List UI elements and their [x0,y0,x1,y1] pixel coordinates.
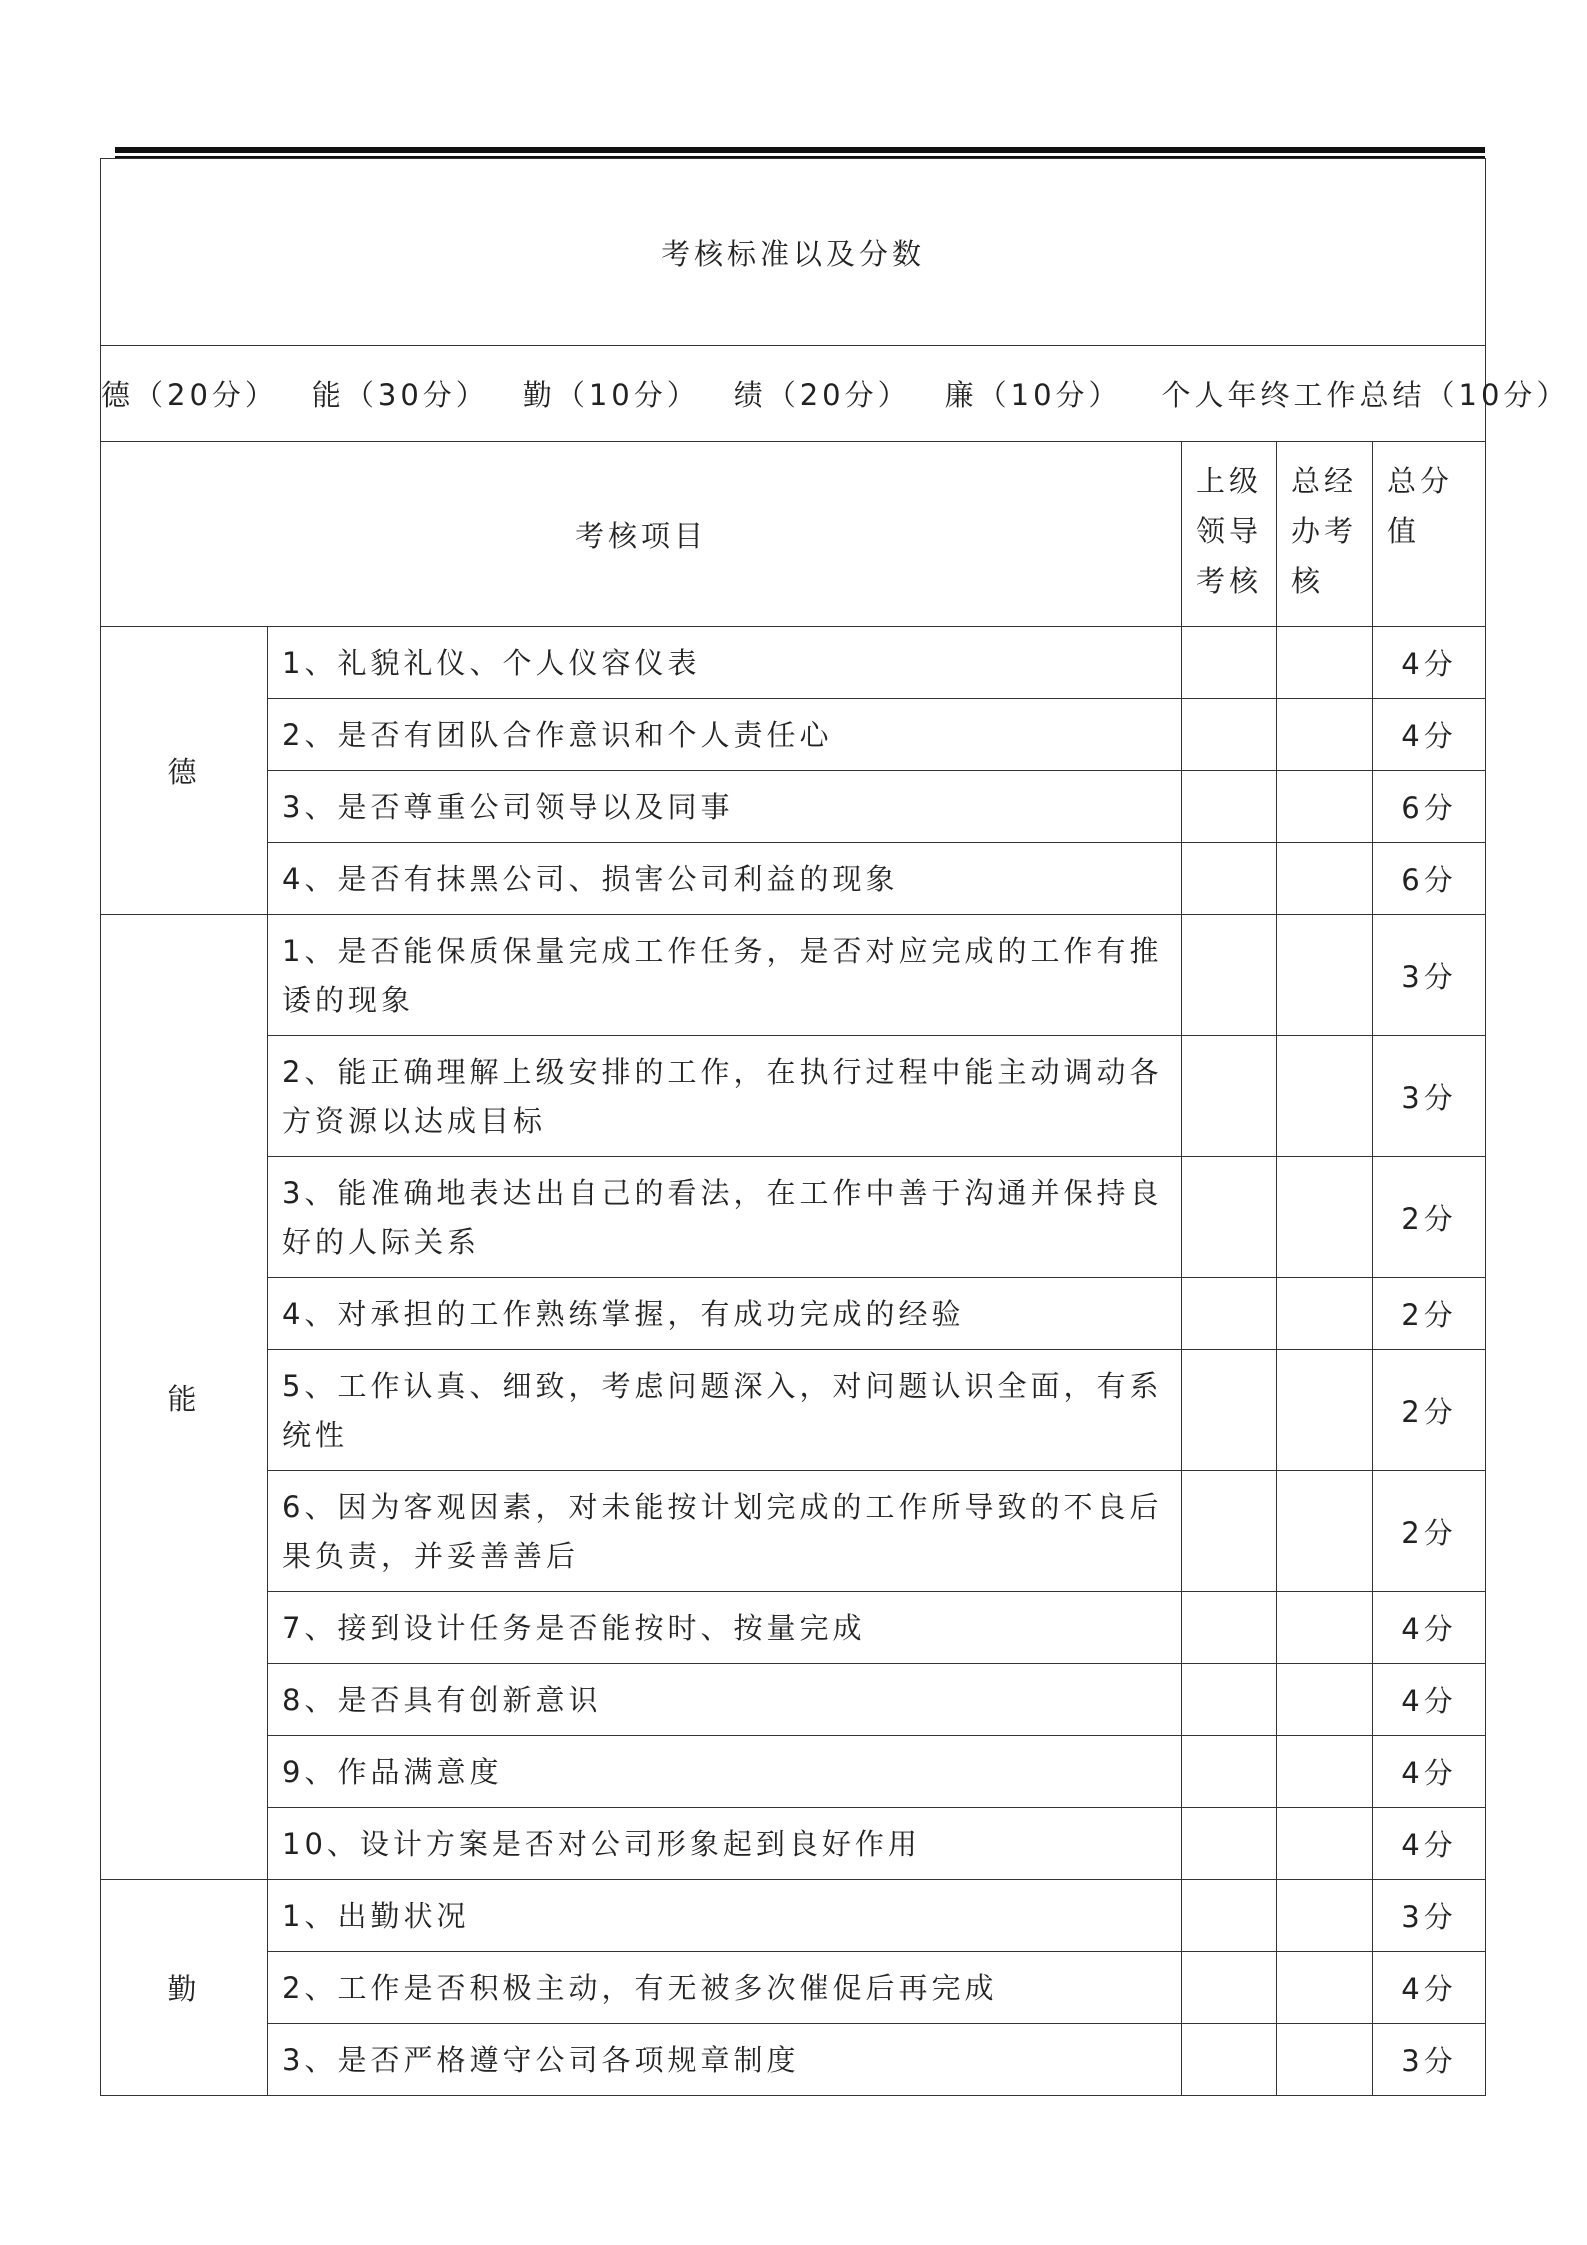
total-score-cell: 2分 [1373,1471,1486,1592]
table-row [101,699,1486,771]
table-row [101,771,1486,843]
superior-score-cell [1182,1278,1277,1350]
item-text: 6、因为客观因素，对未能按计划完成的工作所导致的不良后果负责，并妥善善后 [268,1471,1182,1592]
top-rule-thick [115,147,1485,153]
item-text: 8、是否具有创新意识 [268,1664,1182,1736]
table-row [101,627,1486,699]
superior-score-cell [1182,1880,1277,1952]
header-row [101,442,1486,627]
header-superior-line: 领导 [1196,514,1263,548]
table-row [101,1880,1486,1952]
superior-score-cell [1182,627,1277,699]
table-row [101,2024,1486,2096]
item-text: 9、作品满意度 [268,1736,1182,1808]
superior-score-cell [1182,1157,1277,1278]
total-score-cell: 4分 [1373,1808,1486,1880]
total-score-cell: 6分 [1373,843,1486,915]
office-score-cell [1277,1157,1373,1278]
office-score-cell [1277,1471,1373,1592]
category-cell: 德 [101,627,268,915]
office-score-cell [1277,1278,1373,1350]
item-text: 10、设计方案是否对公司形象起到良好作用 [268,1808,1182,1880]
category-summary-weight: 个人年终工作总结（10分） [1161,378,1570,412]
table-row [101,1471,1486,1592]
office-score-cell [1277,1664,1373,1736]
table-row [101,1278,1486,1350]
office-score-cell [1277,1880,1373,1952]
assessment-table [100,158,1570,2096]
office-score-cell [1277,627,1373,699]
total-score-cell: 2分 [1373,1350,1486,1471]
office-score-cell [1277,1952,1373,2024]
item-text: 4、是否有抹黑公司、损害公司利益的现象 [268,843,1182,915]
header-total-line: 总分 [1387,464,1454,498]
office-score-cell [1277,2024,1373,2096]
table-row [101,843,1486,915]
superior-score-cell [1182,1808,1277,1880]
category-qin-weight: 勤（10分） [522,378,700,412]
title-row [101,159,1486,346]
header-total [1373,442,1486,627]
table-row [101,1952,1486,2024]
superior-score-cell [1182,1736,1277,1808]
header-office-line: 总经 [1291,464,1358,498]
superior-score-cell [1182,771,1277,843]
item-text: 3、是否严格遵守公司各项规章制度 [268,2024,1182,2096]
item-text: 1、礼貌礼仪、个人仪容仪表 [268,627,1182,699]
office-score-cell [1277,1036,1373,1157]
table-row [101,1036,1486,1157]
item-text: 1、是否能保质保量完成工作任务，是否对应完成的工作有推诿的现象 [268,915,1182,1036]
total-score-cell: 2分 [1373,1278,1486,1350]
table-row [101,1736,1486,1808]
office-score-cell [1277,915,1373,1036]
item-text: 7、接到设计任务是否能按时、按量完成 [268,1592,1182,1664]
office-score-cell [1277,1350,1373,1471]
item-text: 3、能准确地表达出自己的看法，在工作中善于沟通并保持良好的人际关系 [268,1157,1182,1278]
office-score-cell [1277,699,1373,771]
item-text: 2、能正确理解上级安排的工作，在执行过程中能主动调动各方资源以达成目标 [268,1036,1182,1157]
category-ji-weight: 绩（20分） [733,378,911,412]
office-score-cell [1277,1808,1373,1880]
header-superior [1182,442,1277,627]
item-text: 2、工作是否积极主动，有无被多次催促后再完成 [268,1952,1182,2024]
category-cell: 能 [101,915,268,1880]
total-score-cell: 3分 [1373,2024,1486,2096]
superior-score-cell [1182,1036,1277,1157]
header-item: 考核项目 [101,442,1182,627]
item-text: 1、出勤状况 [268,1880,1182,1952]
category-lian-weight: 廉（10分） [944,378,1122,412]
table-row [101,1664,1486,1736]
categories-row [101,346,1486,442]
assessment-table-body [101,159,1570,2096]
category-neng-weight: 能（30分） [311,378,489,412]
header-total-line: 值 [1387,514,1421,548]
header-superior-line: 考核 [1196,564,1263,598]
total-score-cell: 2分 [1373,1157,1486,1278]
superior-score-cell [1182,2024,1277,2096]
table-title: 考核标准以及分数 [101,159,1486,346]
total-score-cell: 3分 [1373,1880,1486,1952]
superior-score-cell [1182,843,1277,915]
superior-score-cell [1182,1664,1277,1736]
office-score-cell [1277,771,1373,843]
superior-score-cell [1182,1471,1277,1592]
superior-score-cell [1182,1350,1277,1471]
total-score-cell: 4分 [1373,1952,1486,2024]
header-office-line: 核 [1291,564,1325,598]
category-cell: 勤 [101,1880,268,2096]
item-text: 3、是否尊重公司领导以及同事 [268,771,1182,843]
table-row [101,1350,1486,1471]
total-score-cell: 6分 [1373,771,1486,843]
header-superior-line: 上级 [1196,464,1263,498]
total-score-cell: 3分 [1373,915,1486,1036]
table-row [101,1808,1486,1880]
header-office [1277,442,1373,627]
table-row [101,915,1486,1036]
table-row [101,1592,1486,1664]
total-score-cell: 3分 [1373,1036,1486,1157]
header-office-line: 办考 [1291,514,1358,548]
total-score-cell: 4分 [1373,1736,1486,1808]
item-text: 5、工作认真、细致，考虑问题深入，对问题认识全面，有系统性 [268,1350,1182,1471]
table-row [101,1157,1486,1278]
superior-score-cell [1182,915,1277,1036]
item-text: 2、是否有团队合作意识和个人责任心 [268,699,1182,771]
office-score-cell [1277,1736,1373,1808]
total-score-cell: 4分 [1373,1664,1486,1736]
total-score-cell: 4分 [1373,699,1486,771]
total-score-cell: 4分 [1373,627,1486,699]
superior-score-cell [1182,699,1277,771]
total-score-cell: 4分 [1373,1592,1486,1664]
superior-score-cell [1182,1952,1277,2024]
office-score-cell [1277,843,1373,915]
category-de-weight: 德（20分） [101,378,278,412]
office-score-cell [1277,1592,1373,1664]
categories-line [101,346,1570,442]
superior-score-cell [1182,1592,1277,1664]
item-text: 4、对承担的工作熟练掌握，有成功完成的经验 [268,1278,1182,1350]
